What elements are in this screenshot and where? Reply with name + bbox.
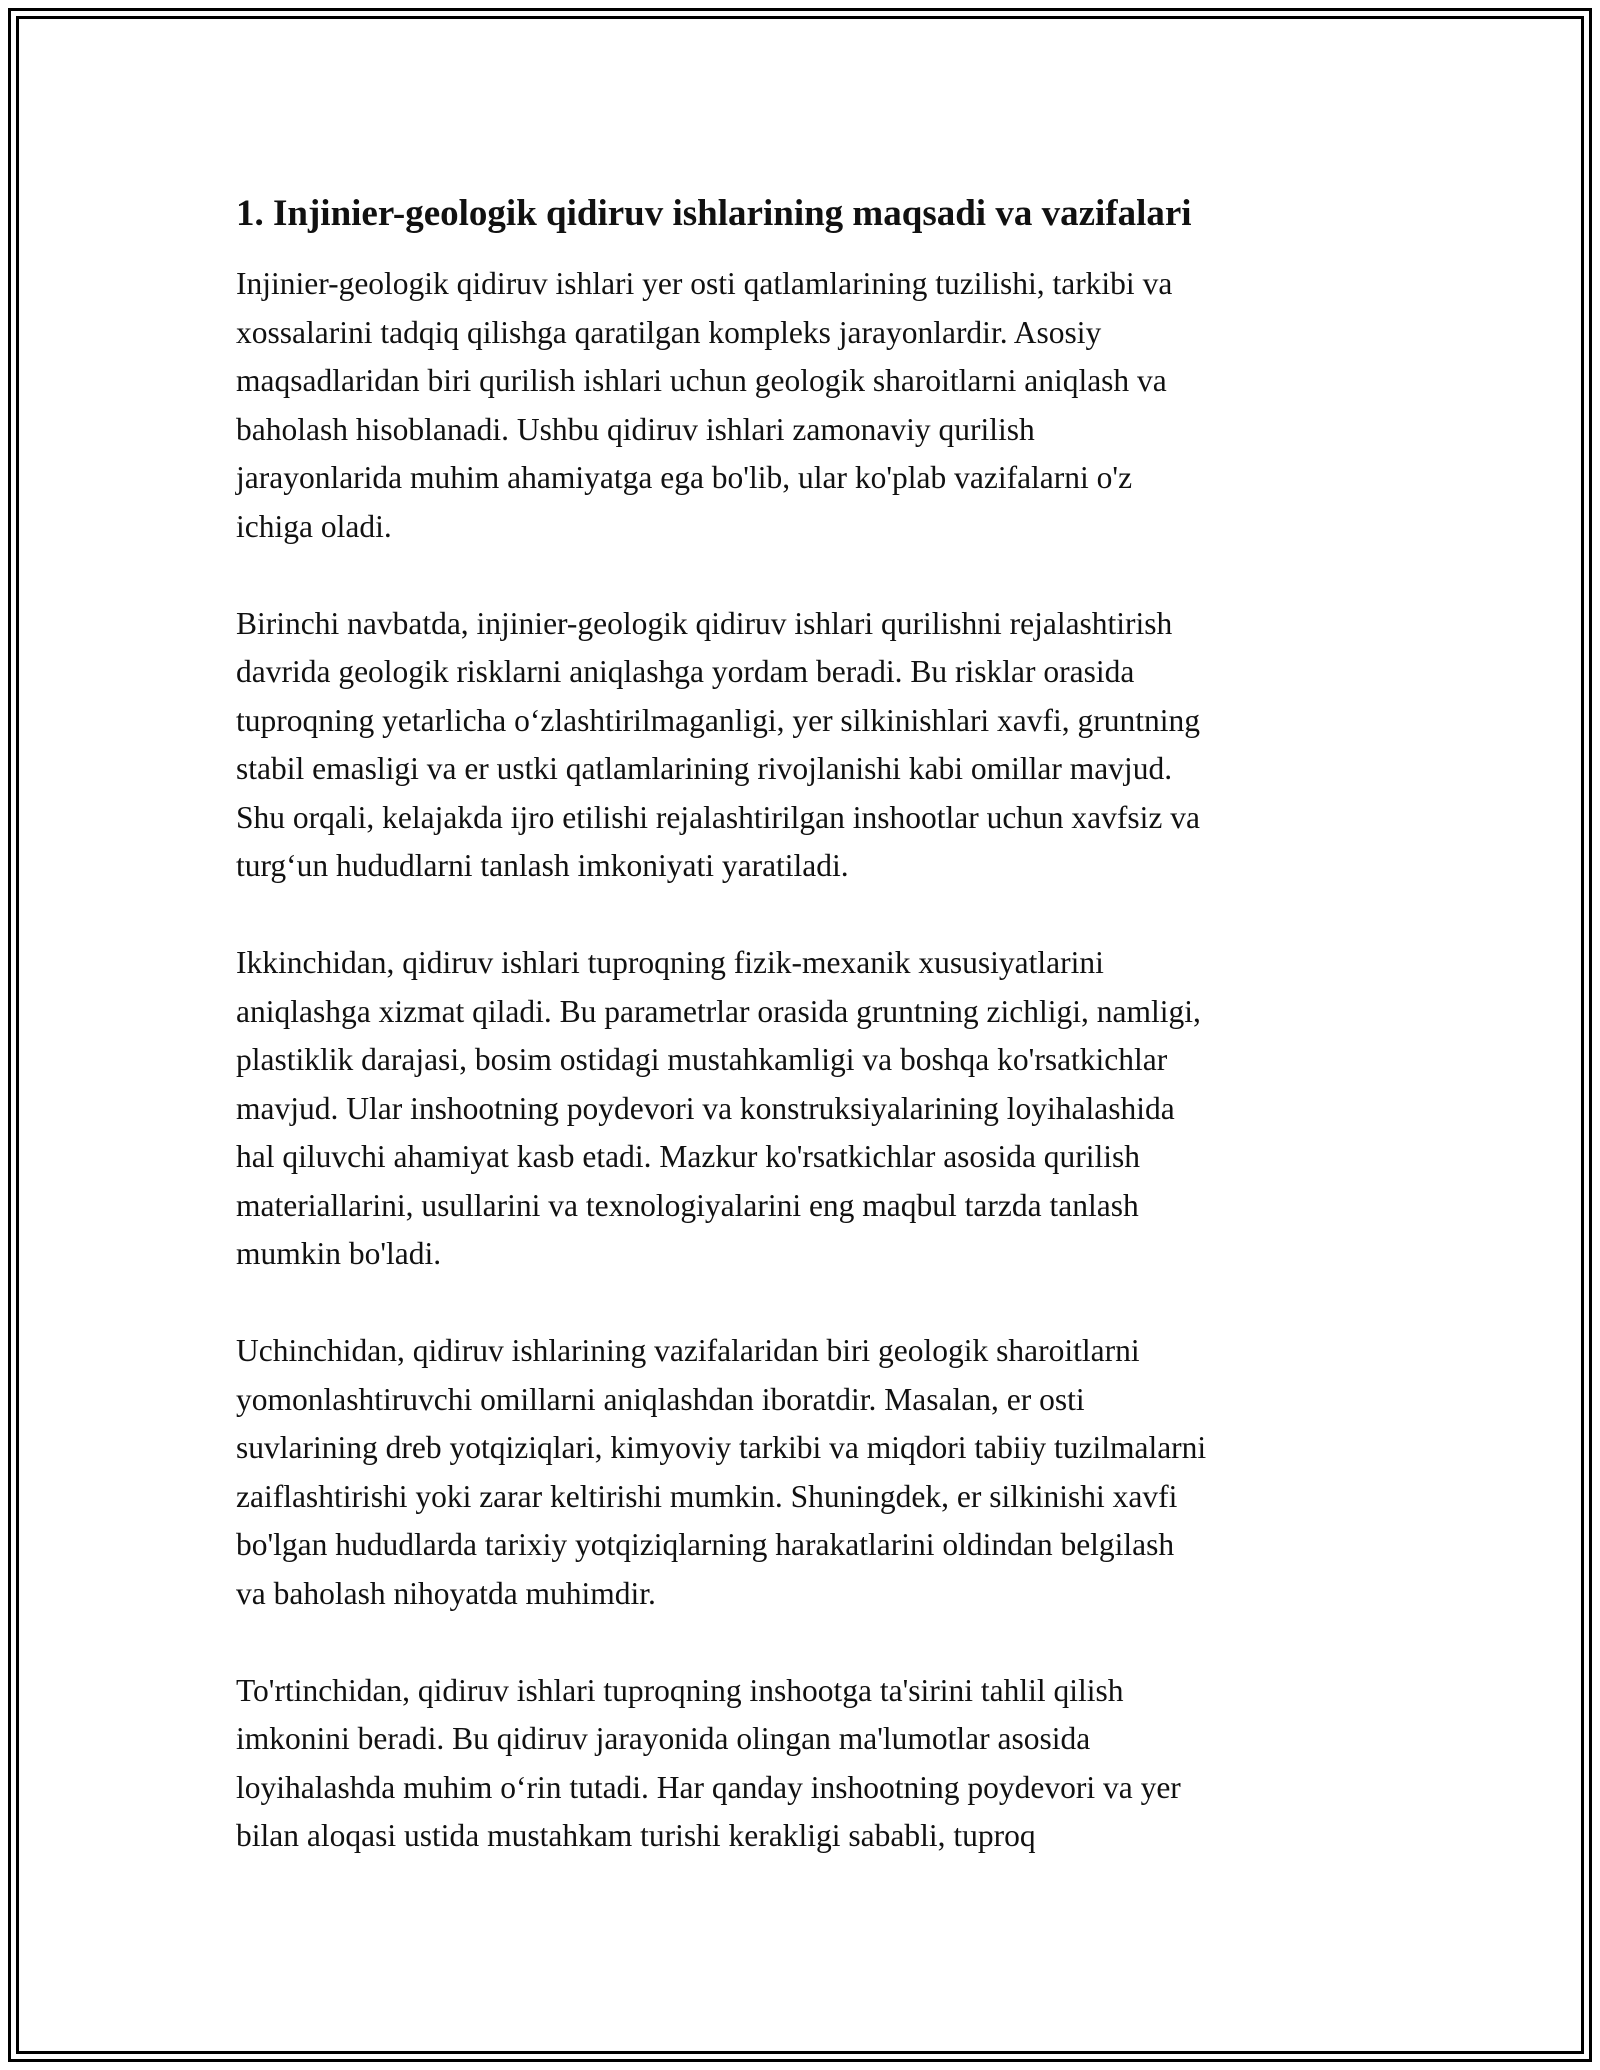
text-line: To'rtinchidan, qidiruv ishlari tuproqning inshootga ta'sirini tahlil qilish: [236, 1672, 1124, 1708]
text-line: Injinier-geologik qidiruv ishlari yer osti qatlamlarining tuzilishi, tarkibi va: [236, 266, 1173, 301]
text-line: Birinchi navbatda, injinier-geologik qidiruv ishlari qurilishni rejalashtirish: [236, 605, 1173, 641]
text-line: plastiklik darajasi, bosim ostidagi mustahkamligi va boshqa ko'rsatkichlar: [236, 1042, 1168, 1077]
text-line: bilan aloqasi ustida mustahkam turishi kerakligi sababli, tuproq: [236, 1818, 1036, 1853]
section-title: 1. Injinier-geologik qidiruv ishlarining maqsadi va vazifalari: [236, 193, 1192, 234]
text-line: Shu orqali, kelajakda ijro etilishi rejalashtirilgan inshootlar uchun xavfsiz va: [236, 799, 1200, 835]
paragraph-1: [236, 260, 1376, 551]
text-line: imkonini beradi. Bu qidiruv jarayonida olingan ma'lumotlar asosida: [236, 1721, 1091, 1756]
text-line: tuproqning yetarlicha o‘zlashtirilmaganligi, yer silkinishlari xavfi, gruntning: [236, 702, 1201, 738]
text-line: baholash hisoblanadi. Ushbu qidiruv ishlari zamonaviy qurilish: [236, 411, 1035, 447]
paragraph-4: [236, 1327, 1376, 1618]
paragraph-3: [236, 939, 1376, 1279]
text-line: yomonlashtiruvchi omillarni aniqlashdan iboratdir. Masalan, er osti: [236, 1381, 1085, 1417]
text-line: turg‘un hududlarni tanlash imkoniyati yaratiladi.: [236, 848, 849, 883]
text-line: bo'lgan hududlarda tarixiy yotqiziqlarning harakatlarini oldindan belgilash: [236, 1527, 1175, 1562]
text-line: mavjud. Ular inshootning poydevori va konstruksiyalarining loyihalashida: [236, 1090, 1175, 1126]
text-line: jarayonlarida muhim ahamiyatga ega bo'lib, ular ko'plab vazifalarni o'z: [236, 460, 1133, 495]
paragraph-2: [236, 600, 1376, 891]
text-line: Ikkinchidan, qidiruv ishlari tuproqning fizik-mexanik xususiyatlarini: [236, 945, 1104, 980]
text-line: hal qiluvchi ahamiyat kasb etadi. Mazkur ko'rsatkichlar asosida qurilish: [236, 1139, 1141, 1174]
text-line: loyihalashda muhim o‘rin tutadi. Har qanday inshootning poydevori va yer: [236, 1769, 1181, 1805]
text-line: materiallarini, usullarini va texnologiyalarini eng maqbul tarzda tanlash: [236, 1187, 1139, 1223]
text-line: davrida geologik risklarni aniqlashga yordam beradi. Bu risklar orasida: [236, 654, 1135, 689]
paragraph-5: [236, 1667, 1376, 1861]
document-body: [236, 186, 1376, 1909]
text-line: stabil emasligi va er ustki qatlamlarining rivojlanishi kabi omillar mavjud.: [236, 751, 1173, 786]
text-line: maqsadlaridan biri qurilish ishlari uchun geologik sharoitlarni aniqlash va: [236, 363, 1167, 398]
text-line: va baholash nihoyatda muhimdir.: [236, 1575, 656, 1611]
text-line: xossalarini tadqiq qilishga qaratilgan kompleks jarayonlardir. Asosiy: [236, 314, 1102, 350]
text-line: zaiflashtirishi yoki zarar keltirishi mumkin. Shuningdek, er silkinishi xavfi: [236, 1478, 1178, 1514]
text-line: aniqlashga xizmat qiladi. Bu parametrlar orasida gruntning zichligi, namligi,: [236, 993, 1201, 1029]
text-line: mumkin bo'ladi.: [236, 1236, 442, 1271]
text-line: suvlarining dreb yotqiziqlari, kimyoviy tarkibi va miqdori tabiiy tuzilmalarni: [236, 1430, 1207, 1465]
text-line: Uchinchidan, qidiruv ishlarining vazifalaridan biri geologik sharoitlarni: [236, 1333, 1140, 1368]
text-line: ichiga oladi.: [236, 508, 392, 544]
